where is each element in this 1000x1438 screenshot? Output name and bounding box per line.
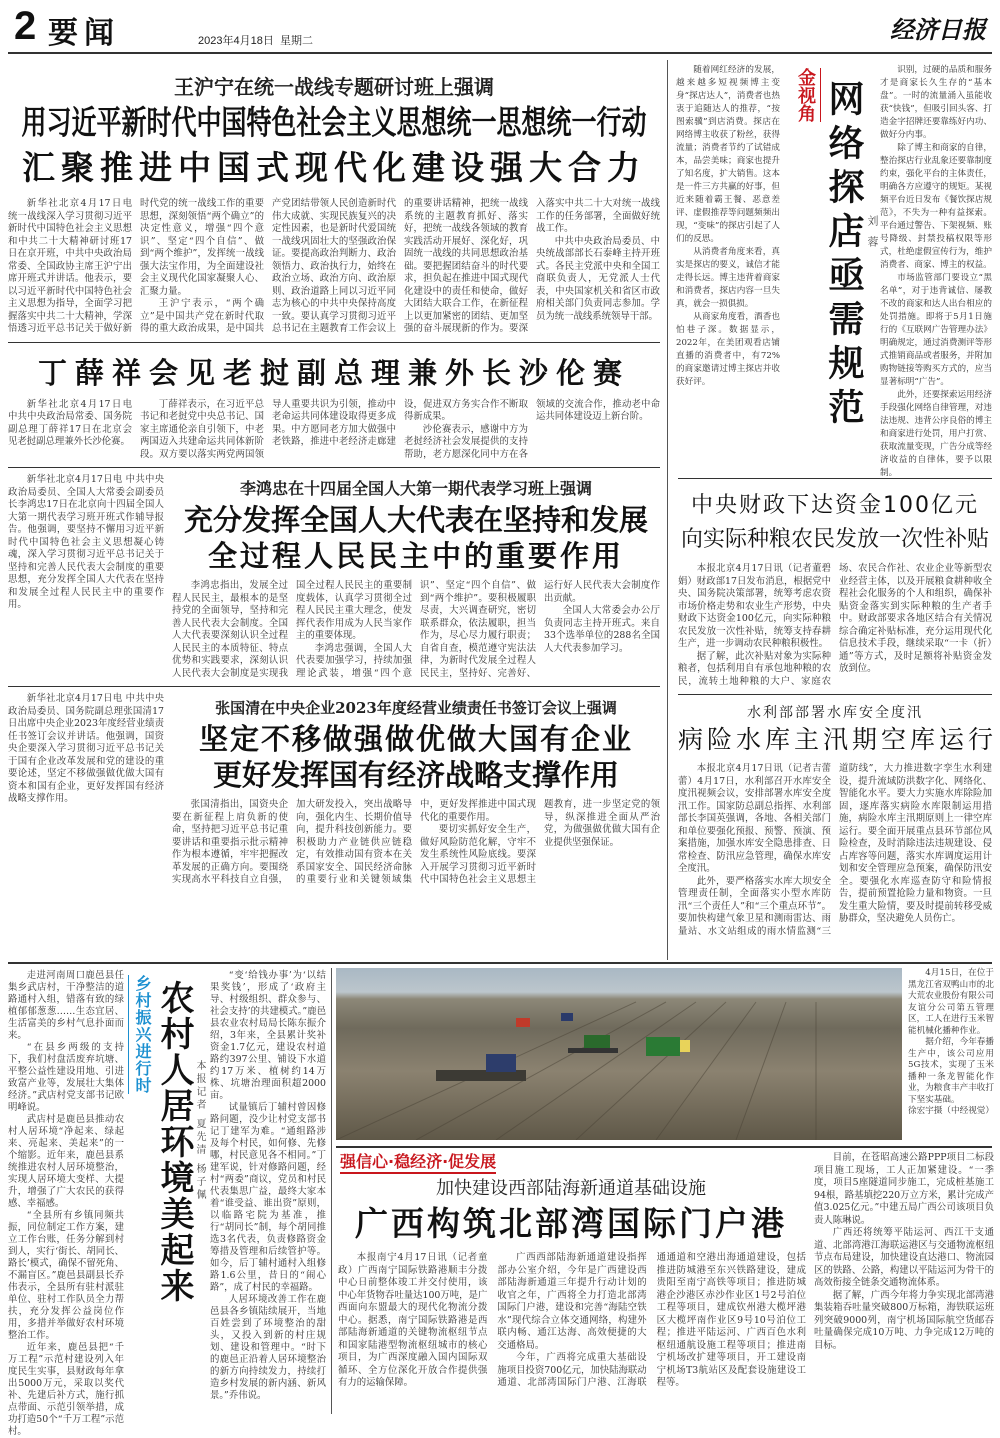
article-zhang-guoqing	[8, 687, 660, 893]
a4-main	[172, 693, 660, 887]
paragraph: 目前，在苍昭高速公路PPP项目二标段项目施工现场，工人正加紧建设。“一季度，项目5座隧道同步施工，完成桩基施工94根，路基填挖220万立方米，累计完成产值3.025亿元。”中建五局广西公司该项目负责人陈琳说。	[814, 1152, 994, 1226]
farm-photo	[336, 968, 902, 1140]
weekday: 星期二	[279, 35, 313, 47]
caption-text-2: 据介绍，今年春播生产中，该公司应用5G技术，实现了玉米播种一条龙智能化作业，为粮食丰产丰收打下坚实基础。	[908, 1037, 994, 1105]
paragraph: 随着网红经济的发展，越来越多短视频博主变身“探店达人”，消费者也热衷于追随达人的推荐，“按图索骥”到店消费。探店在网络博主收获了粉丝，获得流量；消费者节约了试错成本，品尝美味；商家也提升了知名度，扩大销售。这本是一件三方共赢的好事，但近来随着霸王餐、恶意差评、虚假推荐等问题频频出现，“变味”的探店引起了人们的反思。	[676, 65, 780, 244]
caption-text: 4月15日，在位于黑龙江省双鸭山市的北大荒农业股份有限公司友谊分公司第五管理区，工人在进行玉米智能机械化播种作业。	[908, 968, 994, 1036]
divider	[8, 962, 992, 964]
paragraph: 张国清指出，国资央企要在新征程上肩负新的使命，坚持把习近平总书记重要讲话和重要指示批示精神作为根本遵循，牢牢把握改革发展的正确方向。要围绕实现高水平科技自立自强，加大研发投入，突出战略导向，强化内生、长期价值导向，提升科技创新能力。要积极助力产业链供应链稳定，有效推动国有资本在关系国家安全、国民经济命脉的重要行业和关键领域集中，更好发挥推进中国式现代化的重要作用。	[172, 799, 536, 885]
a1-title-line1: 用习近平新时代中国特色社会主义思想统一思想统一行动	[21, 103, 647, 142]
paragraph: 广西西部陆海新通道建设指挥部办公室介绍，今年是广西建设西部陆海新通道三年提升行动计划的收官之年，广西将全力打造北部湾国际门户港，建设和完善“海陆空铁水”现代综合立体交通网络，构建外联内畅、通江达海、高效便捷的大交通格局。	[497, 1252, 647, 1351]
paragraph: 据了解，广西今年将力争实现北部湾港集装箱吞吐量突破800万标箱，海铁联运班列突破9000列，南宁机场国际航空货邮吞吐量确保完成10万吨、力争完成12万吨的目标。	[814, 1289, 994, 1351]
a8-body-right	[814, 1152, 994, 1352]
masthead-rule	[8, 52, 992, 54]
paragraph: 市场监管部门要设立“黑名单”，对于违背诚信、屡教不改的商家和达人出台相应的处罚措施。即将于5月1日施行的《互联网广告管理办法》明确规定，通过消费测评等形式推销商品或者服务，并附加购物链接等购买方式的，应当显著标明“广告”。	[880, 273, 992, 387]
article-grain-subsidy	[678, 479, 992, 694]
a3-body	[172, 580, 660, 680]
paragraph: “全县所有乡镇同频共振，同位制定工作方案，建立工作台账，任务分解到村到人，实行‘街长、胡同长、路长’模式，确保不留死角、不漏盲区。”鹿邑县副县长乔伟表示，全县所有驻村派驻单位、驻村工作队员全力帮扶，充分发挥公益岗位作用，多措并举做好农村环境整治工作。	[8, 1210, 124, 1341]
a4-kicker: 张国清在中央企业2023年度经营业绩责任书签订会议上强调	[215, 699, 617, 717]
paragraph: 从商家角度看，酒香也怕巷子深。数据显示，2022年，在美团观看店铺直播的消费者中，有72%的商家邀请过博主探店并收获好评。	[676, 312, 780, 387]
a6-kicker: 水利部部署水库安全度汛	[747, 705, 923, 721]
a1-title-line2: 汇聚推进中国式现代化建设强大合力	[22, 148, 646, 187]
paragraph: 李鸿忠强调，全国人大代表要加强学习，持续加强理论武装，增强“四个意识”、坚定“四个自信”、做到“两个维护”。要积极履职尽责，大兴调查研究，密切联系群众，依法履职，担当作为，尽心尽力履行职责；自省自查，模范遵守宪法法律，为新时代发展全过程人民民主，坚持好、完善好、运行好人民代表大会制度作出贡献。	[296, 580, 660, 679]
a5-title-line2: 向实际种粮农民发放一次性补贴	[680, 527, 989, 552]
a3-body-lead	[8, 474, 164, 680]
paragraph: 武店村是鹿邑县推动农村人居环境“净起来、绿起来、亮起来、美起来”的一个缩影。近年来，鹿邑县系统推进农村人居环境整治，实现人居环境大变样、大提升，增强了广大农民的获得感、幸福感。	[8, 1114, 124, 1209]
paragraph: 广西还将统筹平陆运河、西江干支通道、北部湾港江海联运港区与交通物流枢纽节点布局建设，加快建设直达港口、物流园区的铁路、公路，构建以平陆运河为骨干的高效衔接全链条交通物流体系。	[814, 1227, 994, 1288]
a5-title-line1: 中央财政下达资金100亿元	[691, 493, 979, 518]
paragraph: 从消费者角度来看，真实是探店的要义，诚信才能走得长远。博主违背着商家和消费者，探店内容一旦失真，就会一损俱损。	[676, 247, 780, 309]
paragraph: 李鸿忠指出，发展全过程人民民主，最根本的是坚持党的全面领导，坚持和完善人民代表大会制度。全国人大代表要深刻认识全过程人民民主的本质特征、特点优势和实践要求，深刻认识人民代表大会制度是实现我国全过程人民民主的重要制度载体，认真学习贯彻全过程人民民主重大理念，使发挥代表作用成为人民当家作主的重要体现。	[172, 580, 412, 679]
a3-title-line1: 充分发挥全国人大代表在坚持和发展	[183, 503, 648, 537]
paragraph: “在县乡两级的支持下，我们村盘活废弃坑塘、平整公益性建设用地、引进致富产业等，发展壮大集体经济。”武店村党支部书记欧明峰说。	[8, 1042, 124, 1113]
comment-author: 刘蓉	[866, 215, 879, 257]
a8-body	[338, 1252, 806, 1390]
a2-body	[8, 399, 660, 462]
paragraph: 此外，要严格落实水库大坝安全管理责任制，全面落实小型水库防汛“三个责任人”和“三个重点环节”。要加快构建气象卫星和测雨雷达、雨量站、水文站组成的雨水情监测“三道防线”，大力推进数字孪生水利建设，提升流域防洪数字化、网络化、智能化水平。要大力实施水库除险加固，逐库落实病险水库限制运用措施，病险水库主汛期原则上一律空库运行。要全面开展重点县环节部位风险检查，及时消除违法违规建设、侵占库容等问题，落实水库调度运用计划和安全管理应急预案，确保防汛安全。要强化水库巡查防守和险情报告，提前预置抢险力量和物资。一旦发生重大险情，要及时提前转移受威胁群众，坚决避免人员伤亡。	[678, 763, 992, 937]
article-ding-xuexiang	[8, 343, 660, 462]
paragraph: 近年来，鹿邑县把“千万工程”示范村建设列入年度民生实事，县财政每年拿出5000万元，采取以奖代补、先建后补方式，施行抓点带面、示范引领举措，成功打造50个“千万工程”示范村。	[8, 1342, 124, 1437]
a1-body	[8, 198, 660, 336]
a8-kicker: 加快建设西部陆海新通道基础设施	[436, 1178, 706, 1199]
date: 2023年4月18日	[198, 35, 274, 47]
article-reservoir	[678, 695, 998, 938]
column-divider	[667, 60, 668, 960]
a4-body	[172, 799, 660, 887]
a4-title-line2: 更好发挥国有经济战略支撑作用	[212, 758, 619, 792]
paragraph: 王沪宁表示，“两个确立”是中国共产党在新时代取得的重大政治成果，是中国共产党团结带领人民创造新时代伟大成就、实现民族复兴的决定性因素，也是新时代爱国统一战线巩固壮大的坚强政治保证。要提高政治判断力、政治领悟力、政治执行力，始终在政治立场、政治方向、政治原则、政治道路上同以习近平同志为核心的中共中央保持高度一致。要认真学习贯彻习近平总书记在主题教育工作会议上的重要讲话精神，把统一战线系统的主题教育抓好、落实好，把统一战线各领域的教育实践活动开展好、深化好，巩固统一战线的共同思想政治基础。要把握团结奋斗的时代要求，担负起在推进中国式现代化建设中的责任和使命，做好大团结大联合工作，在新征程上以更加紧密的团结、更加坚强的奋斗展现新的作为。要深入落实中共二十大对统一战线工作的任务部署，全面做好统战工作。	[140, 198, 660, 334]
a7-body-right	[210, 970, 326, 1402]
tractors-illustration	[336, 968, 902, 1140]
a7-column-label: 乡村振兴进行时	[128, 975, 154, 1094]
column-divider	[331, 968, 332, 1414]
paragraph: 走进河南周口鹿邑县任集乡武店村，干净整洁的道路通村入组，错落有致的绿植郁郁葱葱……生态宜居、生活富美的乡村气息扑面而来。	[8, 970, 124, 1041]
paragraph: 要切实抓好安全生产，做好风险防范化解，守牢不发生系统性风险底线。要深入开展学习贯彻习近平新时代中国特色社会主义思想主题教育，进一步坚定党的领导，纵深推进全面从严治党，为做强做优做大国有企业提供坚强保证。	[420, 799, 660, 885]
paragraph: 丁薛祥表示，在习近平总书记和老挝党中央总书记、国家主席通伦亲自引领下，中老两国迈入共建命运共同体新阶段。双方要以落实两党两国领导人重要共识为引领，推动中老命运共同体建设取得更多成果。中方愿同老方加大做强中老铁路，推进中老经济走廊建设，促进双方务实合作不断取得新成果。	[140, 398, 528, 460]
paragraph: 本报北京4月17日讯（记者吉蕾蕾）4月17日，水利部召开水库安全度汛视频会议，安排部署水库安全度汛工作。国家防总副总指挥、水利部部长李国英强调，各地、各相关部门和单位要强化预报、预警、预演、预案措施，加强水库安全隐患排查、日常检查、防汛应急管理，确保水库安全度汛。	[678, 763, 831, 874]
a6-title: 病险水库主汛期空库运行	[678, 725, 998, 754]
paragraph: 人居环境改善工作在鹿邑县各乡镇陆续展开，当地百姓尝到了环境整治的甜头，又投入到新的村庄规划、建设和管理中。“时下的鹿邑正沿着人居环境整治的新方向持续发力，持续打造乡村发展的新内涵、新风景。”乔伟说。	[210, 1294, 326, 1401]
paragraph: 新华社北京4月17日电 中共中央政治局委员、国务院副总理张国清17日出席中央企业2023年度经营业绩责任书签订会议并讲话。他强调，国资央企要深入学习贯彻习近平总书记关于国有企业改革发展和党的建设的重要论述，坚定不移做强做优做大国有资本和国有企业，更好发挥国有经济战略支撑作用。	[8, 693, 164, 804]
paragraph: 新华社北京4月17日电 中共中央政治局常委、国务院副总理丁薛祥17日在北京会见老挝副总理兼外长沙伦赛。	[8, 398, 132, 447]
comment-body-left	[676, 64, 780, 389]
page-number: 2	[14, 4, 37, 48]
paragraph: 中共中央政治局委员、中央统战部部长石泰峰主持开班式。各民主党派中央和全国工商联负责人，无党派人士代表，中央国家机关和省区市政府相关部门负责同志参加。学员为统一战线系统领导干部。	[536, 235, 660, 322]
a6-body	[678, 763, 992, 938]
a7-byline: 本报记者 夏先清 杨子佩	[194, 1060, 205, 1203]
right-news-column	[678, 478, 998, 938]
paragraph: 除了博主和商家的自律，整治探店行业乱象还要靠制度约束，强化平台的主体责任，明确各方应遵守的规矩。某视频平台近日发布《餐饮探店规范》，不失为一种有益探索。平台通过警告、下架视频、账号降级、封禁投稿权限等形式，杜绝虚假宣传行为，维护消费者、商家、博主的权益。	[880, 143, 992, 270]
paragraph: 新华社北京4月17日电 中共中央政治局委员、全国人大常委会副委员长李鸿忠17日在北京向十四届全国人大第一期代表学习班开班式作辅导报告。他强调，要坚持不懈用习近平新时代中国特色社会主义思想凝心铸魂，深入学习贯彻习近平总书记关于坚持和完善人民代表大会制度的重要思想，充分发挥全国人大代表在坚持和发展全过程人民民主中的重要作用。	[8, 474, 164, 610]
paragraph: 据了解，此次补贴对象为实际种粮者，包括利用自有承包地种粮的农民，流转土地种粮的大户、家庭农场、农民合作社、农业企业等新型农业经营主体，以及开展粮食耕种收全程社会化服务的个人和组织，确保补贴资金落实到实际种粮的生产者手中。财政部要求各地区结合有关情况综合确定补贴标准，充分运用现代化信息技术手段，继续采取“一卡（折）通”等方式，及时足额将补贴资金发放到位。	[678, 563, 992, 687]
a7-body-left	[8, 970, 124, 1438]
a3-title-line2: 全过程人民民主中的重要作用	[207, 539, 624, 573]
a4-title-line1: 坚定不移做强做优做大国有企业	[198, 722, 633, 756]
a8-banner: 强信心·稳经济·促发展	[340, 1152, 496, 1174]
divider	[336, 1146, 992, 1148]
paragraph: 全国人大常委会办公厅负责同志主持开班式。来自33个选举单位的288名全国人大代表参加学习。	[544, 605, 660, 654]
a7-title: 农村人居环境美起来	[154, 980, 194, 1304]
article-li-hongzhong	[8, 468, 660, 686]
a3-main	[172, 474, 660, 680]
comment-body-right	[880, 64, 992, 480]
photo-credit: 徐宏宇摄（中经视觉）	[908, 1106, 994, 1116]
paragraph: 今年，广西将完成重大基础设施项目投资700亿元，加快陆海联动通道、北部湾国际门户港、江海联通通道和空港出海通道建设，包括推进防城港至东兴铁路建设，建成贵阳至南宁高铁等项目；推进防城港企沙港区赤沙作业区1号2号泊位工程等项目，建成钦州港大榄坪港区大榄坪南作业区9号10号泊位工程；推进平陆运河、广西百色水利枢纽通航设施工程等项目；推进南宁机场改扩建等项目，开工建设南宁机场T3航站区及配套设施建设工程等。	[497, 1252, 806, 1388]
paragraph: 本报北京4月17日讯（记者董碧娟）财政部17日发布消息，根据党中央、国务院决策部署，统筹考虑农资市场价格走势和农业生产形势，中央财政下达资金100亿元，向实际种粮农民发放一次性补贴，统筹支持春耕生产，进一步调动农民种粮积极性。	[678, 563, 831, 649]
a5-body	[678, 563, 992, 688]
a4-body-lead	[8, 693, 164, 887]
a2-title: 丁薛祥会见老挝副总理兼外长沙伦赛	[37, 355, 630, 390]
issue-date	[198, 32, 313, 48]
paragraph: 新华社北京4月17日电 统一战线深入学习贯彻习近平新时代中国特色社会主义思想和中共二十大精神研讨班17日在京开班，中共中央政治局常委、全国政协主席王沪宁出席开班式并讲话。他表示，要以习近平新时代中国特色社会主义思想为指导，全面学习把握落实中共二十大精神，学深悟透习近平总书记关于做好新时代党的统一战线工作的重要思想，深刻领悟“两个确立”的决定性意义，增强“四个意识”、坚定“四个自信”、做到“两个维护”，发挥统一战线强大法宝作用，为全面建设社会主义现代化国家凝聚人心、汇聚力量。	[8, 198, 264, 334]
comment-title: 网络探店亟需规范	[823, 80, 864, 432]
photo-caption	[908, 968, 994, 1118]
paragraph: 沙伦赛表示，感谢中方为老挝经济社会发展提供的支持帮助，老方愿深化同中方在各领域的交流合作，推动老中命运共同体建设迈上新台阶。	[404, 398, 660, 460]
paragraph: 识别，过硬的品质和服务才是商家长久生存的“基本盘”。一时的流量涌入虽能收获“快钱”，但吸引回头客、打造金字招牌还要靠练好内功、做好分内事。	[880, 65, 992, 140]
a8-title: 广西构筑北部湾国际门户港	[355, 1204, 787, 1243]
paragraph: 本报南宁4月17日讯（记者童政）广西南宁国际铁路港顺丰分拨中心日前整体竣工并交付使用，该中心年货物吞吐量达100万吨，是广西面向东盟最大的现代化物流分拨中心。据悉，南宁国际铁路港是西部陆海新通道的关键物流枢纽节点和国家陆港型物流枢纽城市的核心项目，为广西深度融入国内国际双循环、全方位深化开放合作提供强有力的运输保障。	[338, 1252, 488, 1388]
left-news-column	[8, 58, 660, 893]
a1-kicker: 王沪宁在统一战线专题研讨班上强调	[174, 75, 494, 99]
comment-tag: 金视角	[792, 68, 821, 122]
article-wang-huning	[8, 58, 660, 336]
paper-logo: 经济日报	[890, 15, 986, 44]
paragraph: “变‘给钱办事’为‘以结果奖钱’，形成了‘政府主导、村级组织、群众参与、社会支持’的共建模式。”鹿邑县农业农村局局长陈东振介绍，3年来，全县累计奖补资金1.7亿元，建设农村道路约397公里、铺设下水道约17万米、植树约14万株、坑塘治理面积超2000亩。	[210, 970, 326, 1101]
paragraph: 此外，还要探索运用经济手段强化网络自律管理，对违法违规、违背公序良俗的博主和商家进行处罚，用户打赏、获取流量变现，广告分成等经济收益的自律体，要予以限制。	[880, 390, 992, 478]
a3-kicker: 李鸿忠在十四届全国人大第一期代表学习班上强调	[239, 479, 592, 498]
paragraph: 试量镇后丁辅村曾因修路问题，没少让村党支部书记丁建军为难。“通组路涉及每个村民，如何修、先修哪，村民意见各不相同。”丁建军说，针对修路问题，经村“两委”商议，党员和村民代表集思广益，最终大家本着“谁受益、谁出资”原则，以临路宅院为基准，推行“胡同长”制，每个胡同推选3名代表，负责修路资金筹措及管理和后续管护等。如今，后丁辅村通村入组修路1.6公里，昔日的“闹心路”，成了村民的幸福路。	[210, 1102, 326, 1293]
section-name: 要闻	[48, 16, 120, 51]
